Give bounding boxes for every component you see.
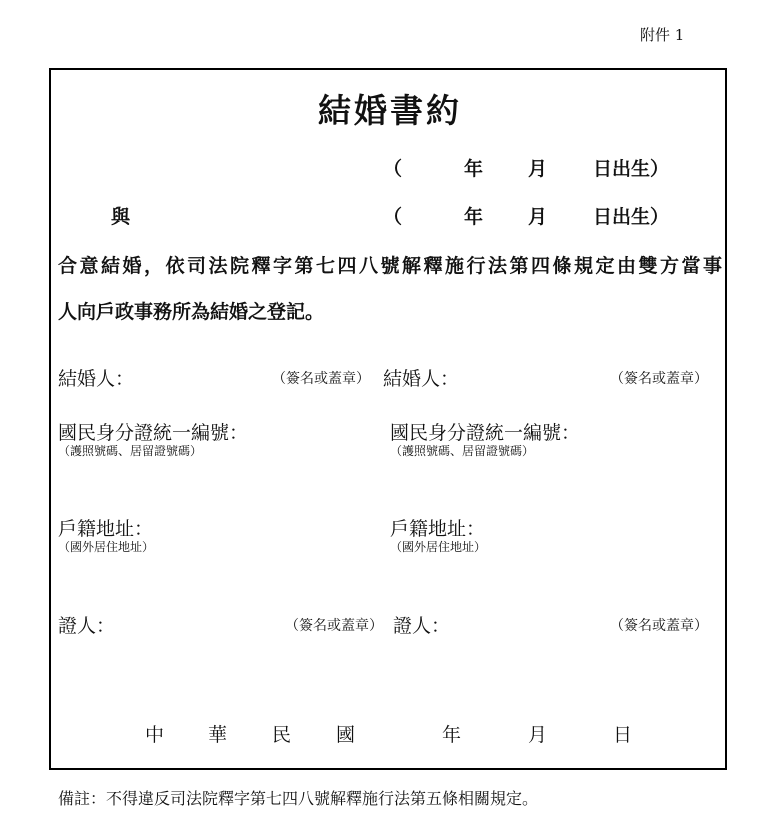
- birth-open-paren: （: [383, 206, 403, 228]
- agreement-text-line-1: 合意結婚，依司法院釋字第七四八號解釋施行法第四條規定由雙方當事: [58, 255, 722, 277]
- date-month-label: 月: [528, 724, 548, 746]
- birth-year-label: 年: [464, 206, 484, 228]
- document-title: 結婚書約: [318, 91, 462, 130]
- footer-note: 備註：不得違反司法院釋字第七四八號解釋施行法第五條相關規定。: [58, 789, 539, 808]
- birth-day-label: 日出生）: [593, 206, 670, 228]
- party-1-id-sub: （護照號碼、居留證號碼）: [58, 444, 203, 458]
- witness-2-signature-hint: （簽名或蓋章）: [610, 618, 708, 634]
- date-char-hua: 華: [208, 724, 228, 746]
- conjunction-label: 與: [111, 206, 131, 228]
- party-2-label: 結婚人：: [383, 368, 460, 390]
- party-1-label: 結婚人：: [58, 368, 135, 390]
- witness-2-label: 證人：: [393, 615, 451, 637]
- party-2-id-label: 國民身分證統一編號：: [390, 422, 581, 444]
- party-2-address-sub: （國外居住地址）: [390, 540, 487, 554]
- party-1-id-label: 國民身分證統一編號：: [58, 422, 249, 444]
- party-1-signature-hint: （簽名或蓋章）: [272, 371, 370, 387]
- date-year-label: 年: [442, 724, 462, 746]
- party-2-address-label: 戶籍地址：: [390, 518, 486, 540]
- birth-year-label: 年: [464, 158, 484, 180]
- party-2-id-sub: （護照號碼、居留證號碼）: [390, 444, 535, 458]
- attachment-label: 附件 1: [640, 26, 685, 44]
- date-char-zhong: 中: [145, 724, 165, 746]
- witness-1-signature-hint: （簽名或蓋章）: [285, 618, 383, 634]
- party-2-signature-hint: （簽名或蓋章）: [610, 371, 708, 387]
- date-char-guo: 國: [336, 724, 356, 746]
- party-1-address-label: 戶籍地址：: [58, 518, 154, 540]
- birth-month-label: 月: [528, 206, 548, 228]
- party-1-address-sub: （國外居住地址）: [58, 540, 155, 554]
- birth-day-label: 日出生）: [593, 158, 670, 180]
- date-day-label: 日: [613, 724, 633, 746]
- witness-1-label: 證人：: [58, 615, 116, 637]
- birth-month-label: 月: [528, 158, 548, 180]
- agreement-text-line-2: 人向戶政事務所為結婚之登記。: [58, 301, 325, 323]
- date-char-min: 民: [272, 724, 292, 746]
- birth-open-paren: （: [383, 158, 403, 180]
